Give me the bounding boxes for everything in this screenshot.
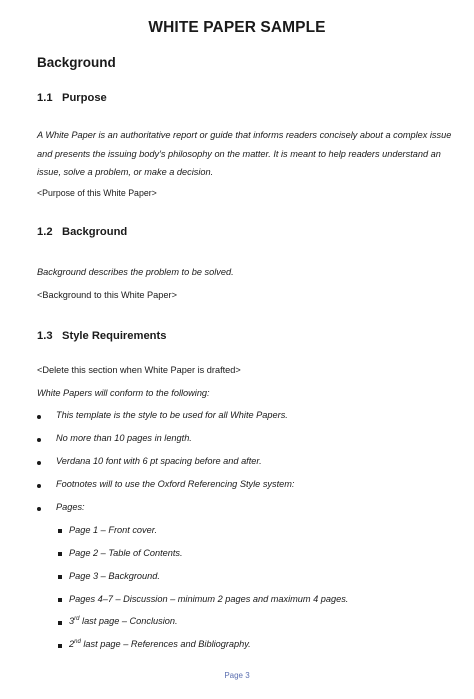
background-term: Background describes — [37, 267, 128, 277]
purpose-paragraph-line-1: A White Paper is an authoritative report or guide that informs readers concisely about a complex issue — [37, 130, 452, 140]
subsection-heading-purpose — [37, 92, 107, 104]
subsection-number: 1.3 — [37, 330, 53, 342]
bullet-item: No more than 10 pages in length. — [56, 433, 192, 443]
bullet-item: Verdana 10 font with 6 pt spacing before and after. — [56, 456, 262, 466]
sub-bullet-text: last page – Conclusion. — [79, 616, 178, 626]
bullet-dot — [37, 507, 41, 511]
style-intro: White Papers will conform to the following: — [37, 388, 210, 398]
subsection-title: Background — [62, 226, 128, 238]
bullet-item: Footnotes will to use the Oxford Referencing Style system: — [56, 479, 295, 489]
bullet-dot — [37, 438, 41, 442]
subsection-number: 1.1 — [37, 92, 53, 104]
sub-bullet-square — [58, 644, 62, 648]
purpose-paragraph-line-2: and presents the issuing body's philosophy on the matter. It is meant to help readers understand an — [37, 149, 441, 159]
sub-bullet-square — [58, 621, 62, 625]
sub-bullet-item-references — [69, 639, 251, 649]
ordinal-number: 3 — [69, 616, 75, 626]
subsection-heading-background — [37, 226, 127, 238]
purpose-placeholder: <Purpose of this White Paper> — [37, 188, 157, 198]
sub-bullet-item: Page 1 – Front cover. — [69, 525, 158, 535]
sub-bullet-item-conclusion — [69, 616, 178, 626]
sub-bullet-square — [58, 529, 62, 533]
subsection-number: 1.2 — [37, 226, 53, 238]
sub-bullet-text: last page – References and Bibliography. — [80, 639, 251, 649]
sub-bullet-item: Page 2 – Table of Contents. — [69, 548, 183, 558]
ordinal-number: 2 — [69, 639, 75, 649]
bullet-item: Pages: — [56, 502, 85, 512]
sub-bullet-item: Pages 4–7 – Discussion – minimum 2 pages and maximum 4 pages. — [69, 594, 349, 604]
subsection-heading-style-requirements — [37, 330, 166, 342]
section-heading-background: Background — [37, 55, 116, 70]
bullet-item: This template is the style to be used for all White Papers. — [56, 410, 288, 420]
bullet-dot — [37, 484, 41, 488]
page-number-footer: Page 3 — [224, 671, 250, 680]
sub-bullet-item: Page 3 – Background. — [69, 571, 160, 581]
document-title: WHITE PAPER SAMPLE — [148, 19, 326, 36]
sub-bullet-square — [58, 575, 62, 579]
background-description: the problem to be solved. — [127, 267, 234, 277]
ordinal-suffix: rd — [74, 615, 80, 622]
sub-bullet-square — [58, 598, 62, 602]
background-paragraph — [37, 267, 234, 277]
subsection-title: Purpose — [62, 92, 107, 104]
bullet-dot — [37, 415, 41, 419]
purpose-paragraph-line-3: issue, solve a problem, or make a decision. — [37, 167, 214, 177]
sub-bullet-square — [58, 552, 62, 556]
ordinal-suffix: nd — [74, 638, 81, 645]
subsection-title: Style Requirements — [62, 330, 167, 342]
background-placeholder: <Background to this White Paper> — [37, 290, 177, 300]
bullet-dot — [37, 461, 41, 465]
style-note: <Delete this section when White Paper is drafted> — [37, 365, 241, 375]
